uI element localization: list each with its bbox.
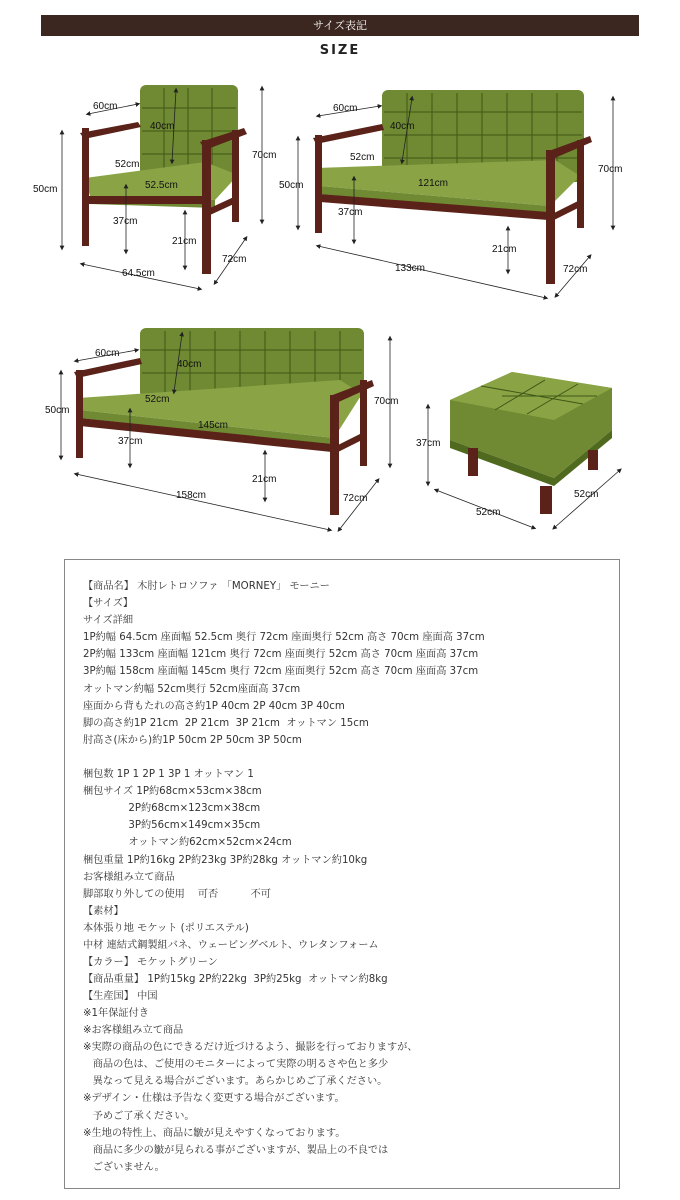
three-seater-seat-width: 145cm <box>198 420 229 431</box>
header-banner: サイズ表記 <box>41 15 639 36</box>
one-seater-total-height: 70cm <box>252 150 277 161</box>
spec-line: 【商品名】 木肘レトロソファ 「MORNEY」 モーニー <box>83 581 330 592</box>
one-seater-seat-width: 52.5cm <box>145 180 178 191</box>
spec-line: 中材 連結式鋼製組バネ、ウェービングベルト、ウレタンフォーム <box>83 939 379 951</box>
two-seater-leg-height: 21cm <box>492 244 517 255</box>
spec-line: 3P約56cm×149cm×35cm <box>83 820 261 832</box>
three-seater-total-height: 70cm <box>374 396 399 407</box>
three-seater-depth: 72cm <box>343 493 368 504</box>
two-seater-arm-height: 50cm <box>279 180 304 191</box>
one-seater-depth: 72cm <box>222 254 247 265</box>
three-seater-illustration <box>45 328 398 530</box>
spec-line: 本体張り地 モケット (ポリエステル) <box>83 922 249 934</box>
three-seater-leg-height: 21cm <box>252 474 277 485</box>
two-seater-width: 133cm <box>395 263 426 274</box>
spec-line: サイズ詳細 <box>83 615 134 627</box>
size-title: SIZE <box>319 43 361 58</box>
spec-line: 梱包サイズ 1P約68cm×53cm×38cm <box>83 786 262 798</box>
spec-line: 【生産国】 中国 <box>83 991 158 1003</box>
three-seater-back-height: 40cm <box>177 359 202 370</box>
spec-line: 【素材】 <box>83 905 124 917</box>
one-seater-width: 64.5cm <box>122 268 155 279</box>
three-seater-width: 158cm <box>176 490 207 501</box>
one-seater-arm-height: 50cm <box>33 184 58 195</box>
note-line: 商品に多少の皺が見られる事がございますが、製品上の不良では <box>83 1144 389 1156</box>
one-seater-seat-height: 37cm <box>113 216 138 227</box>
spec-line: 【カラー】 モケットグリーン <box>83 957 218 969</box>
one-seater-seat-depth: 52cm <box>115 159 140 170</box>
spec-list <box>83 578 613 1005</box>
note-line: 商品の色は、ご使用のモニターによって実際の明るさや色と多少 <box>83 1059 389 1071</box>
ottoman-width: 52cm <box>476 507 501 518</box>
spec-line: 座面から背もたれの高さ約1P 40cm 2P 40cm 3P 40cm <box>83 700 345 712</box>
one-seater-leg-height: 21cm <box>172 236 197 247</box>
two-seater-illustration <box>279 90 622 298</box>
ottoman-illustration <box>416 372 620 528</box>
ottoman-height: 37cm <box>416 438 441 449</box>
note-line: ※お客様組み立て商品 <box>83 1025 184 1037</box>
note-line: ※1年保証付き <box>83 1008 149 1019</box>
spec-line: 【サイズ】 <box>83 598 134 610</box>
one-seater-illustration <box>33 85 276 289</box>
note-line: 予めご了承ください。 <box>83 1110 195 1122</box>
two-seater-seat-height: 37cm <box>338 207 363 218</box>
note-line: ※生地の特性上、商品に皺が見えやすくなっております。 <box>83 1127 346 1139</box>
three-seater-arm-height: 50cm <box>45 405 70 416</box>
two-seater-seat-depth: 52cm <box>350 152 375 163</box>
size-diagrams <box>0 0 680 560</box>
spec-line: 2P約幅 133cm 座面幅 121cm 奥行 72cm 座面奥行 52cm 高さ 70cm 座面高 37cm <box>83 649 479 661</box>
note-line: ※デザイン・仕様は予告なく変更する場合がございます。 <box>83 1093 345 1105</box>
spec-line: 【商品重量】 1P約15kg 2P約22kg 3P約25kg オットマン約8kg <box>83 974 388 986</box>
note-line: 異なって見える場合がございます。あらかじめご了承ください。 <box>83 1076 388 1088</box>
one-seater-depth-top: 60cm <box>93 101 118 112</box>
note-line: ございません。 <box>83 1161 165 1173</box>
three-seater-seat-depth: 52cm <box>145 394 170 405</box>
spec-line: 脚の高さ約1P 21cm 2P 21cm 3P 21cm オットマン 15cm <box>83 717 369 729</box>
spec-line: 肘高さ(床から)約1P 50cm 2P 50cm 3P 50cm <box>83 734 302 746</box>
one-seater-back-height: 40cm <box>150 121 175 132</box>
spec-line: 3P約幅 158cm 座面幅 145cm 奥行 72cm 座面奥行 52cm 高さ 70cm 座面高 37cm <box>83 666 479 678</box>
spec-line: 梱包重量 1P約16kg 2P約23kg 3P約28kg オットマン約10kg <box>83 854 368 866</box>
two-seater-back-height: 40cm <box>390 121 415 132</box>
three-seater-seat-height: 37cm <box>118 436 143 447</box>
ottoman-depth: 52cm <box>574 489 599 500</box>
spec-line: 1P約幅 64.5cm 座面幅 52.5cm 奥行 72cm 座面奥行 52cm 高さ 70cm 座面高 37cm <box>83 632 485 644</box>
three-seater-depth-top: 60cm <box>95 348 120 359</box>
two-seater-seat-width: 121cm <box>418 178 449 189</box>
spec-line: オットマン約幅 52cm奥行 52cm座面高 37cm <box>83 683 301 695</box>
spec-line <box>83 749 613 766</box>
two-seater-depth: 72cm <box>563 264 588 275</box>
spec-line: オットマン約62cm×52cm×24cm <box>83 837 292 849</box>
spec-box <box>64 559 620 1189</box>
spec-line: お客様組み立て商品 <box>83 871 175 883</box>
spec-line: 梱包数 1P 1 2P 1 3P 1 オットマン 1 <box>83 769 254 781</box>
note-line: ※実際の商品の色にできるだけ近づけるよう、撮影を行っておりますが、 <box>83 1042 418 1054</box>
spec-line: 2P約68cm×123cm×38cm <box>83 803 261 815</box>
two-seater-depth-top: 60cm <box>333 103 358 114</box>
two-seater-total-height: 70cm <box>598 164 623 175</box>
notes-list <box>83 1005 613 1176</box>
spec-line: 脚部取り外しての使用 可否 不可 <box>83 888 271 900</box>
